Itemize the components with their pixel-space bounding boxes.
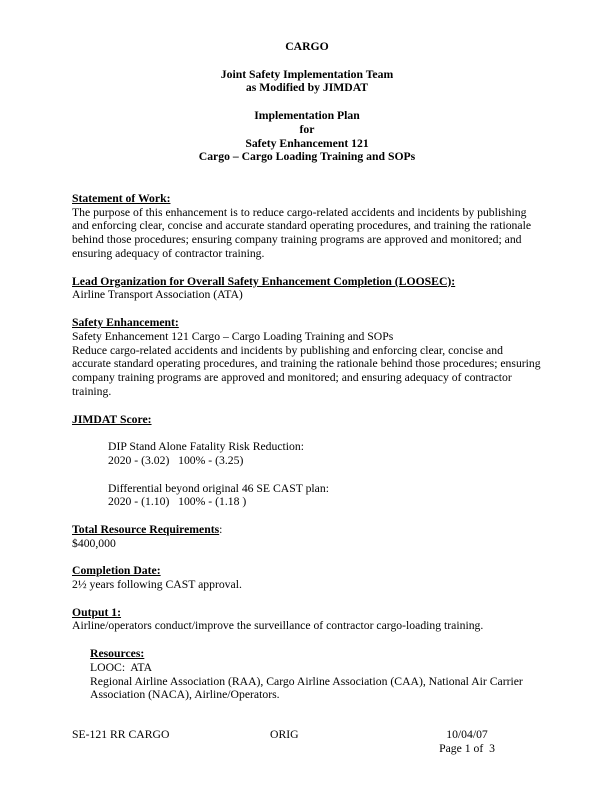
resources-looc-line: LOOC: ATA [90,660,153,674]
dip-risk-label: DIP Stand Alone Fatality Risk Reduction: [108,440,304,454]
doc-title: CARGO [285,40,329,53]
output1-body: Airline/operators conduct/improve the surveillance of contractor cargo-loading training. [72,619,484,633]
statement-of-work-body: The purpose of this enhancement is to reduce cargo-related accidents and incidents by publishing and enforcing clear, concise and accurate standard operating procedures, and training the rationale behind those procedures; ensuring company training programs are approved and monitored; and ensuring adequacy of contractor training. [72,205,532,260]
statement-of-work-section [72,192,542,261]
footer-doc-id: SE-121 RR CARGO [72,728,170,741]
page-footer [0,728,612,758]
output1-heading: Output 1: [72,605,122,619]
dip-risk-values: 2020 - (3.02) 100% - (3.25) [108,453,244,467]
resources-orgs-line: Regional Airline Association (RAA), Cargo Airline Association (CAA), National Air Carrier Association (NACA), Airline/Operators. [90,674,523,702]
completion-date-heading: Completion Date: [72,564,161,578]
total-resources-heading: Total Resource Requirements: [72,522,223,536]
footer-right-block [438,728,496,756]
total-resources-section [72,523,542,551]
lead-organization-heading: Lead Organization for Overall Safety Enhancement Completion (LOOSEC): [72,274,456,288]
differential-values: 2020 - (1.10) 100% - (1.18 ) [108,495,247,509]
safety-enhancement-body: Reduce cargo-related accidents and incidents by publishing and enforcing clear, concise and accurate standard operating procedures, and training the rationale behind those procedures; ensuring company training programs are approved and monitored; and ensuring adequacy of contractor training. [72,343,541,398]
team-line: Joint Safety Implementation Team [220,67,394,81]
lead-organization-section [72,275,542,303]
statement-of-work-heading: Statement of Work: [72,191,171,205]
lead-organization-body: Airline Transport Association (ATA) [72,288,243,302]
completion-date-body: 2½ years following CAST approval. [72,578,242,592]
completion-date-section [72,564,542,592]
jimdat-score-heading: JIMDAT Score: [72,412,152,426]
total-resources-colon: : [219,522,223,536]
plan-title-line3: Safety Enhancement 121 [245,136,369,150]
resources-heading: Resources: [90,647,145,661]
total-resources-body: $400,000 [72,536,116,550]
plan-title-line1: Implementation Plan [254,108,360,122]
output1-section [72,606,542,703]
footer-revision: ORIG [270,728,299,741]
modified-by-line: as Modified by JIMDAT [245,81,369,95]
safety-enhancement-heading: Safety Enhancement: [72,315,179,329]
safety-enhancement-section [72,316,542,399]
jimdat-score-section [72,413,542,510]
footer-date: 10/04/07 [446,728,488,741]
footer-page-number: Page 1 of 3 [439,741,495,755]
document-content [72,40,542,702]
plan-title-line2: for [299,122,315,136]
safety-enhancement-title-line: Safety Enhancement 121 Cargo – Cargo Loading Training and SOPs [72,329,394,343]
plan-title-line4: Cargo – Cargo Loading Training and SOPs [198,150,416,164]
differential-label: Differential beyond original 46 SE CAST plan: [108,481,329,495]
